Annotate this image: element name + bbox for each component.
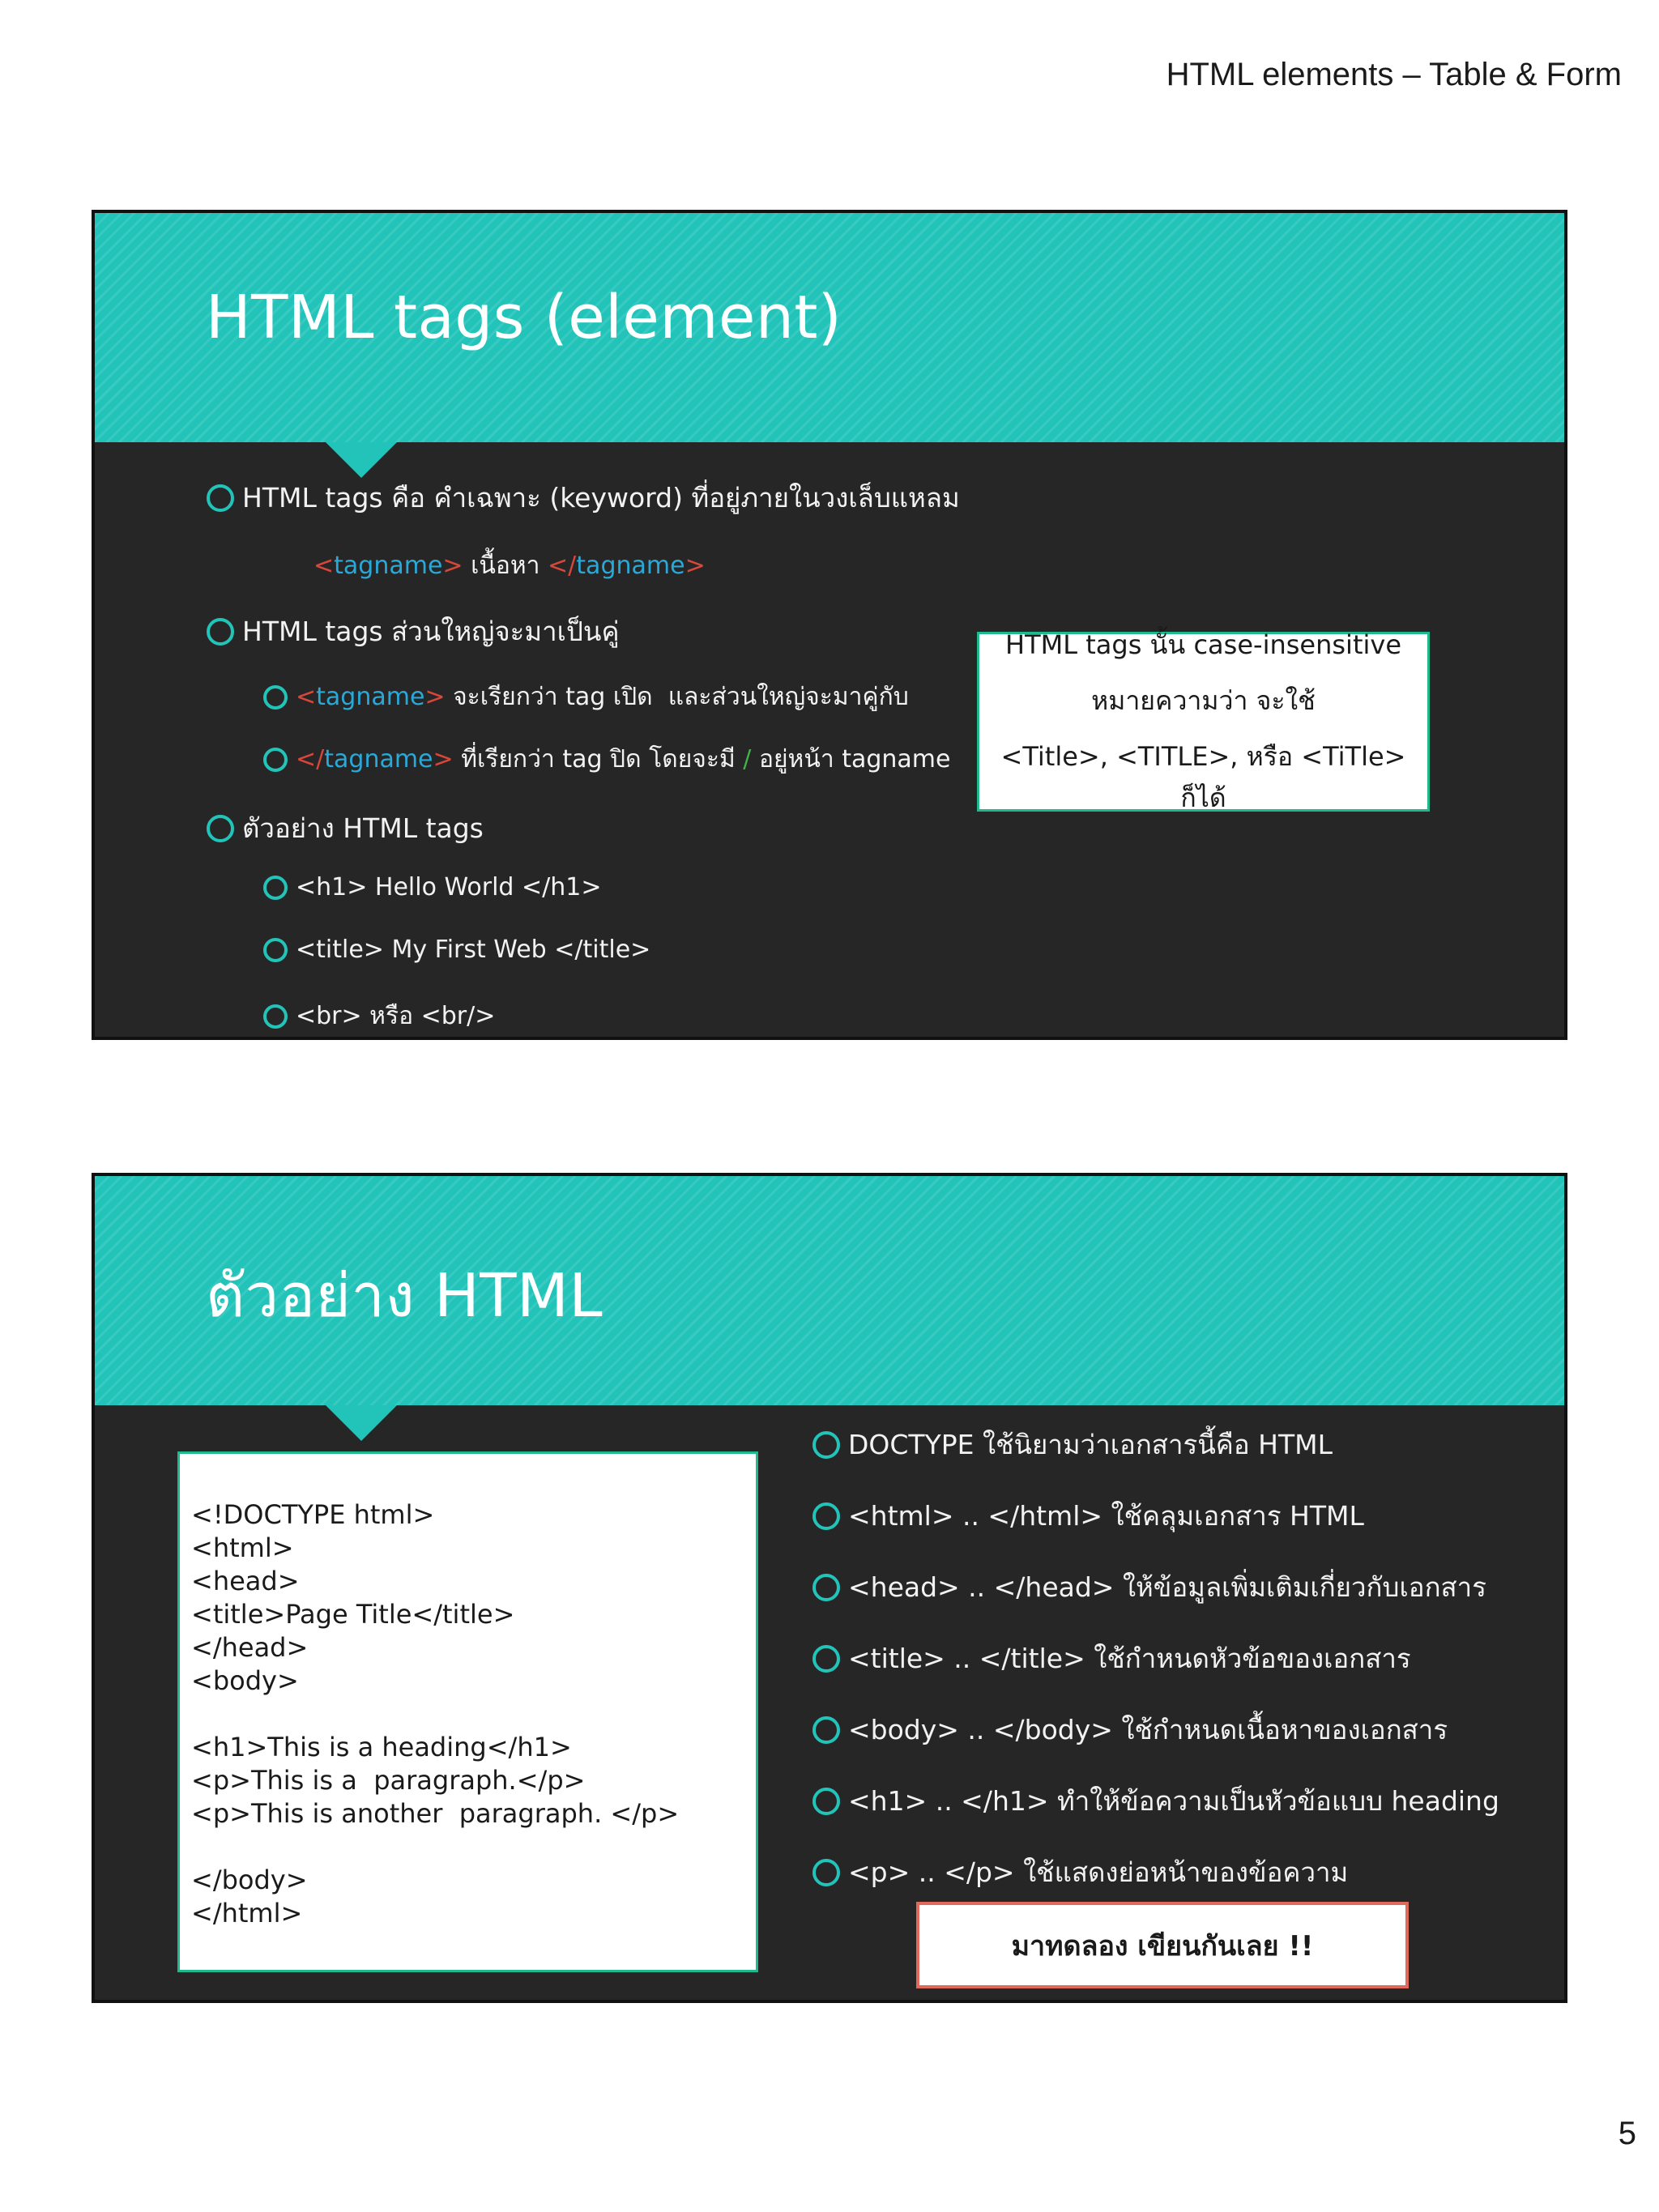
slide-title: ตัวอย่าง HTML <box>206 1261 603 1331</box>
explanation-item <box>812 1494 1364 1537</box>
syntax-close-bracket: > <box>442 552 463 580</box>
bullet-ring-icon <box>263 685 288 710</box>
explanation-item <box>812 1423 1333 1466</box>
example-text: <h1> Hello World </h1> <box>296 873 602 901</box>
explanation-text: <h1> .. </h1> ทำให้ข้อความเป็นหัวข้อแบบ heading <box>848 1785 1499 1817</box>
bullet-ring-icon <box>263 1004 288 1029</box>
close-tag-name: tagname <box>324 745 433 774</box>
close-tag-gt: > <box>433 745 454 774</box>
bullet-ring-icon <box>812 1859 840 1886</box>
slide-html-example <box>92 1173 1567 2003</box>
code-sample-box <box>177 1451 758 1972</box>
code-line: </body> <box>191 1865 308 1895</box>
code-line: <h1>This is a heading</h1> <box>191 1732 572 1762</box>
code-line: </html> <box>191 1898 303 1929</box>
syntax-open-bracket: < <box>313 552 335 580</box>
example-item <box>263 997 495 1035</box>
syntax-end-tagname: tagname <box>576 552 685 580</box>
bullet-ring-icon <box>207 484 234 512</box>
close-tag-description: ที่เรียกว่า tag ปิด โดยจะมี <box>453 745 744 774</box>
explanation-text: <html> .. </html> ใช้คลุมเอกสาร HTML <box>848 1500 1364 1532</box>
example-text: <br> หรือ <br/> <box>296 1002 496 1030</box>
explanation-item <box>812 1566 1486 1609</box>
page-header: HTML elements – Table & Form <box>1166 57 1622 92</box>
title-notch <box>326 442 397 478</box>
explanation-item <box>812 1708 1448 1751</box>
explanation-text: <title> .. </title> ใช้กำหนดหัวข้อของเอกสาร <box>848 1643 1411 1674</box>
callout-line: <Title>, <TITLE>, หรือ <TiTle> ก็ได้ <box>1000 741 1406 813</box>
bullet-examples <box>207 807 484 850</box>
code-line: </head> <box>191 1632 309 1663</box>
example-item <box>263 873 601 901</box>
explanation-text: <body> .. </body> ใช้กำหนดเนื้อหาของเอกสาร <box>848 1714 1448 1745</box>
close-tag-slash: / <box>743 745 752 774</box>
bullet-ring-icon <box>207 815 234 842</box>
syntax-example <box>313 547 706 585</box>
bullet-text: ตัวอย่าง HTML tags <box>242 812 484 844</box>
bullet-ring-icon <box>812 1645 840 1673</box>
explanation-item <box>812 1637 1411 1680</box>
slide-html-tags <box>92 210 1567 1040</box>
slide-title: HTML tags (element) <box>206 283 842 352</box>
bullet-text: HTML tags ส่วนใหญ่จะมาเป็นคู่ <box>242 616 620 647</box>
bullet-pairs <box>207 610 620 653</box>
bullet-ring-icon <box>812 1716 840 1744</box>
slide-title-bar <box>95 1176 1564 1405</box>
code-line: <title>Page Title</title> <box>191 1599 515 1630</box>
explanation-text: <head> .. </head> ให้ข้อมูลเพิ่มเติมเกี่ยวกับเอกสาร <box>848 1571 1486 1603</box>
code-line: <p>This is a paragraph.</p> <box>191 1765 586 1796</box>
syntax-end-close-bracket: > <box>684 552 706 580</box>
bullet-ring-icon <box>812 1502 840 1530</box>
code-line <box>191 1698 756 1731</box>
code-line: <head> <box>191 1566 300 1596</box>
example-text: <title> My First Web </title> <box>296 936 651 964</box>
explanation-text: DOCTYPE ใช้นิยามว่าเอกสารนี้คือ HTML <box>848 1429 1333 1460</box>
code-line <box>191 1831 756 1864</box>
open-tag-description: จะเรียกว่า tag เปิด และส่วนใหญ่จะมาคู่กับ <box>445 683 909 711</box>
code-line: <!DOCTYPE html> <box>191 1499 435 1530</box>
open-tag-gt: > <box>424 683 446 711</box>
slide-title-bar <box>95 213 1564 442</box>
syntax-end-open-bracket: </ <box>548 552 577 580</box>
bullet-ring-icon <box>812 1788 840 1815</box>
case-insensitive-callout <box>977 629 1430 813</box>
bullet-ring-icon <box>263 938 288 962</box>
open-tag-name: tagname <box>316 683 425 711</box>
bullet-ring-icon <box>207 618 234 646</box>
open-tag-lt: < <box>296 683 317 711</box>
example-item <box>263 936 650 964</box>
bullet-ring-icon <box>812 1431 840 1459</box>
bullet-ring-icon <box>263 876 288 900</box>
pair-item-open <box>263 678 909 716</box>
code-line: <p>This is another paragraph. </p> <box>191 1798 680 1829</box>
explanation-item <box>812 1851 1348 1894</box>
page-number: 5 <box>1618 2116 1636 2151</box>
pair-item-close <box>263 740 950 778</box>
bullet-definition <box>207 476 960 519</box>
explanation-item <box>812 1779 1499 1822</box>
syntax-tagname: tagname <box>334 552 443 580</box>
title-notch <box>326 1405 397 1441</box>
code-line: <html> <box>191 1532 294 1563</box>
bullet-ring-icon <box>812 1574 840 1601</box>
try-it-button[interactable]: มาทดลอง เขียนกันเลย !! <box>916 1902 1409 1988</box>
syntax-content: เนื้อหา <box>463 552 548 580</box>
callout-line: หมายความว่า จะใช้ <box>1091 685 1316 716</box>
explanation-text: <p> .. </p> ใช้แสดงย่อหน้าของข้อความ <box>848 1856 1349 1888</box>
bullet-ring-icon <box>263 748 288 772</box>
close-tag-description-end: อยู่หน้า tagname <box>751 745 951 774</box>
close-tag-lt: </ <box>296 745 325 774</box>
bullet-text: HTML tags คือ คำเฉพาะ (keyword) ที่อยู่ภายในวงเล็บแหลม <box>242 482 960 514</box>
callout-line: HTML tags นั้น case-insensitive <box>1005 629 1401 660</box>
code-line: <body> <box>191 1665 299 1696</box>
